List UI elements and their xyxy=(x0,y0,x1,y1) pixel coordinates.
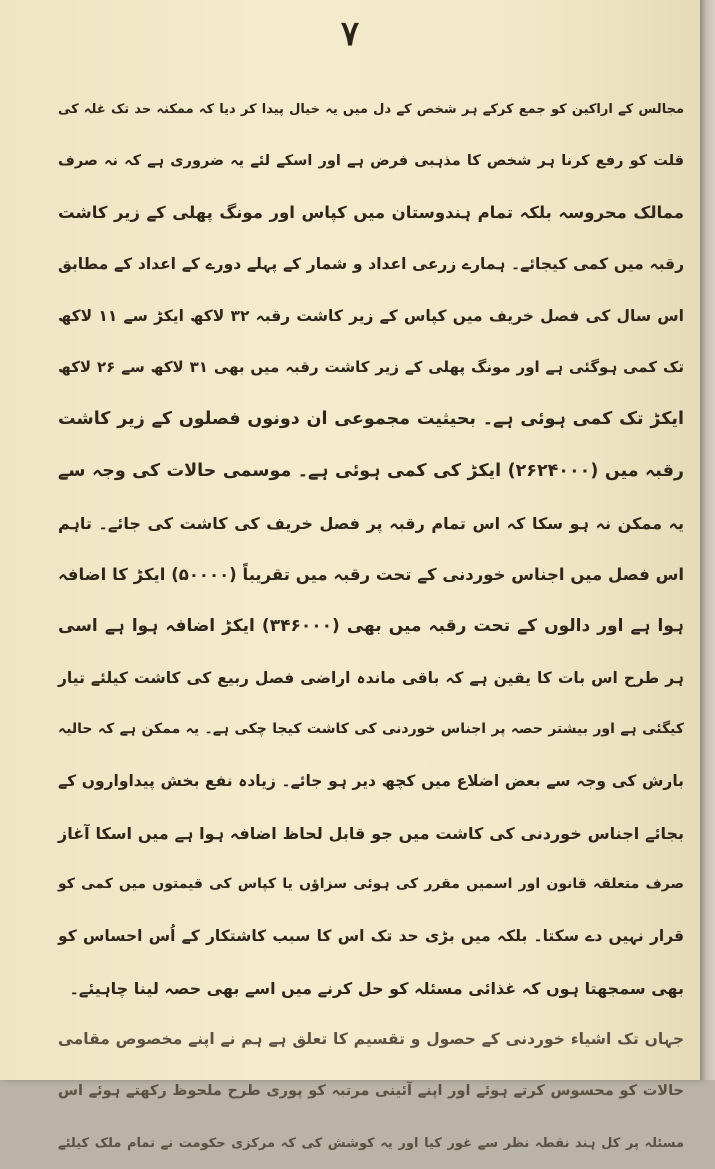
text-line: حالات کو محسوس کرتے ہوئے اور اپنے آئینی مرتبہ کو پوری طرح ملحوظ رکھتے ہوئے اس xyxy=(58,1083,684,1100)
text-line: کیگئی ہے اور بیشتر حصہ پر اجناس خوردنی کی کاشت کیجا چکی ہے۔ یہ ممکن ہے کہ حالیہ xyxy=(58,721,684,738)
text-line: بجائے اجناس خوردنی کی کاشت میں جو قابل لحاظ اضافہ ہوا ہے میں اسکا آغاز xyxy=(58,823,684,843)
page-number: ۷ xyxy=(340,14,360,54)
text-line: رقبہ میں (۲۶۲۴۰۰۰) ایکڑ کی کمی ہوئی ہے۔ موسمی حالات کی وجہ سے xyxy=(58,460,684,481)
text-line: قلت کو رفع کرنا ہر شخص کا مذہبی فرض ہے اور اسکے لئے یہ ضروری ہے کہ نہ صرف xyxy=(58,152,684,169)
text-line: ہر طرح اس بات کا یقین ہے کہ باقی ماندہ اراضی فصل ربیع کی کاشت کیلئے تیار xyxy=(58,668,684,687)
text-line: یہ ممکن نہ ہو سکا کہ اس تمام رقبہ پر فصل خریف کی کاشت کی جائے۔ تاہم xyxy=(58,513,684,533)
text-line: ایکڑ تک کمی ہوئی ہے۔ بحیثیت مجموعی ان دونوں فصلوں کے زیر کاشت xyxy=(58,409,684,430)
text-line: ہوا ہے اور دالوں کے تحت رقبہ میں بھی (۳۴۶۰۰۰) ایکڑ اضافہ ہوا ہے اسی xyxy=(58,615,684,636)
text-line: بارش کی وجہ سے بعض اضلاع میں کچھ دیر ہو جائے۔ زیادہ نفع بخش پیداواروں کے xyxy=(58,771,684,790)
text-line: جہاں تک اشیاء خوردنی کے حصول و تقسیم کا تعلق ہے ہم نے اپنے مخصوص مقامی xyxy=(58,1030,684,1049)
text-line: اس سال کی فصل خریف میں کپاس کے زیر کاشت رقبہ ۳۲ لاکھ ایکڑ سے ۱۱ لاکھ xyxy=(58,306,684,325)
urdu-text-block xyxy=(58,84,684,1169)
text-line: رقبہ میں کمی کیجائے۔ ہمارے زرعی اعداد و شمار کے پہلے دورے کے اعداد کے مطابق xyxy=(58,255,684,274)
page-edge xyxy=(700,0,715,1080)
text-line: صرف متعلقہ قانون اور اسمیں مقرر کی ہوئی سزاؤں یا کپاس کی قیمتوں میں کمی کو xyxy=(58,876,684,893)
text-line: قرار نہیں دے سکتا۔ بلکہ میں بڑی حد تک اس کا سبب کاشتکار کے اُس احساس کو xyxy=(58,927,684,945)
text-line: بھی سمجھتا ہوں کہ غذائی مسئلہ کو حل کرنے میں اسے بھی حصہ لینا چاہیئے۔ xyxy=(69,978,684,998)
text-line: اس فصل میں اجناس خوردنی کے تحت رقبہ میں تقریباً (۵۰۰۰۰) ایکڑ کا اضافہ xyxy=(58,565,685,585)
text-line: ممالک محروسہ بلکہ تمام ہندوستان میں کپاس اور مونگ پھلی کے زیر کاشت xyxy=(58,203,684,223)
text-line: مجالس کے اراکین کو جمع کرکے ہر شخص کے دل میں یہ خیال پیدا کر دیا کہ ممکنہ حد تک غلہ کی xyxy=(58,102,684,117)
text-line: تک کمی ہوگئی ہے اور مونگ پھلی کے زیر کاشت رقبہ میں بھی ۳۱ لاکھ سے ۲۶ لاکھ xyxy=(58,358,684,377)
text-line: مسئلہ پر کل ہند نقطہ نظر سے غور کیا اور یہ کوشش کی کہ مرکزی حکومت نے تمام ملک کیلئے xyxy=(58,1135,684,1151)
